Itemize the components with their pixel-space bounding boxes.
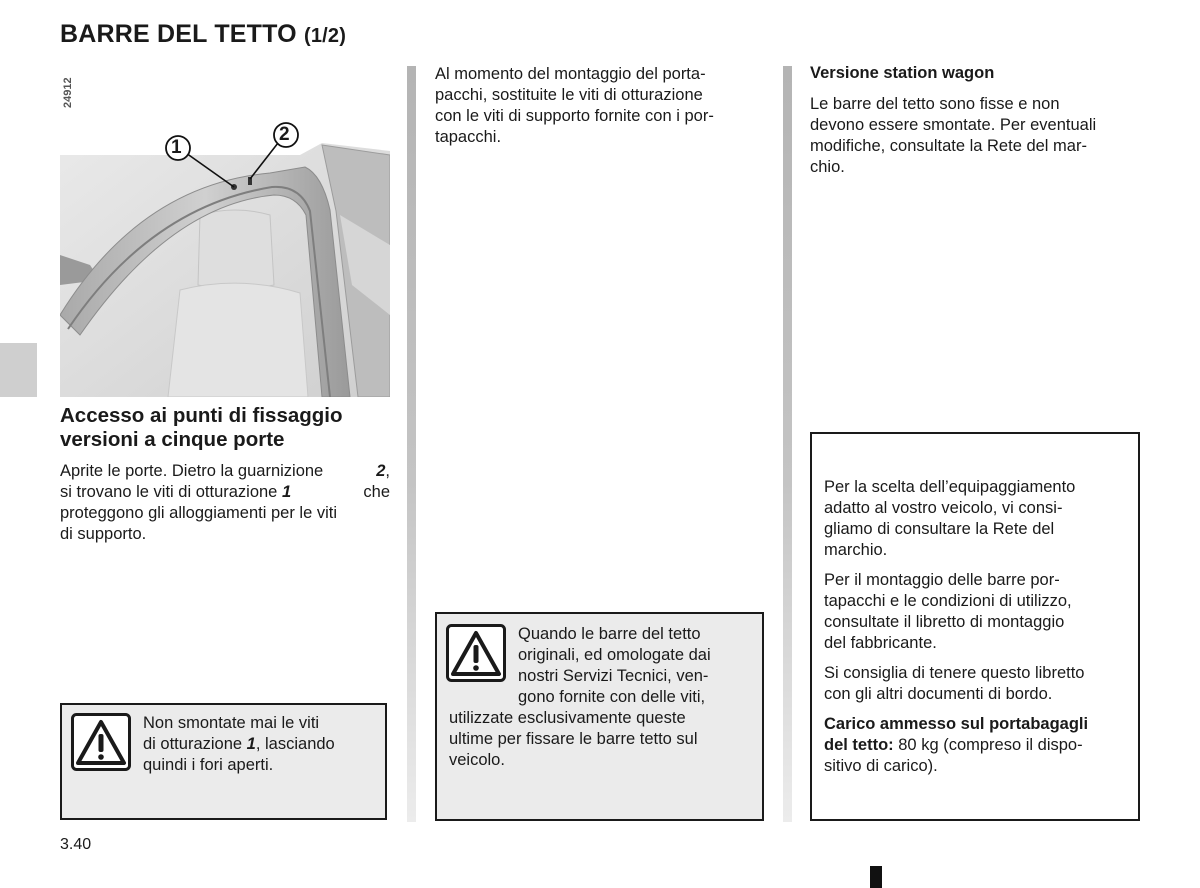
figure-code: 24912 [62, 77, 74, 108]
car-door-photo [60, 115, 390, 397]
warning-text-original-bars-top: Quando le barre del tetto originali, ed omologate dai nostri Servizi Tecnici, ven- gono fornite con delle viti, [518, 625, 711, 706]
info-paragraph-load: Carico ammesso sul portabagagli del tetto: 80 kg (compreso il dispo- sitivo di carico). [824, 715, 1089, 775]
mounting-paragraph: Al momento del montaggio del porta- pacchi, sostituite le viti di otturazione con le viti di supporto fornite con i por- tapacchi. [435, 65, 714, 146]
info-paragraph-3: Si consiglia di tenere questo libretto con gli altri documenti di bordo. [824, 664, 1085, 703]
column-divider-left [407, 66, 416, 822]
warning-text-original-bars-bottom: utilizzate esclusivamente queste ultime per fissare le barre tetto sul veicolo. [449, 709, 698, 769]
info-paragraph-2: Per il montaggio delle barre por- tapacchi e le condizioni di utilizzo, consultate il libretto di montaggio del fabbricante. [824, 571, 1072, 652]
page-title [60, 20, 346, 49]
column-divider-right [783, 66, 792, 822]
page-number: 3.40 [60, 836, 92, 853]
section-heading-five-door: Accesso ai punti di fissaggio versioni a cinque porte [60, 404, 343, 451]
station-wagon-heading: Versione station wagon [810, 64, 995, 82]
callout-1: 1 [171, 137, 182, 158]
warning-text-screws: Non smontate mai le viti di otturazione 1 , lasciando quindi i fori aperti. [143, 714, 335, 774]
callout-2: 2 [279, 124, 290, 145]
warning-triangle-icon [446, 624, 506, 682]
five-door-paragraph: Aprite le porte. Dietro la guarnizione 2, si trovano le viti di otturazione 1 che proteggono gli alloggiamenti per le viti di supporto. [60, 462, 390, 543]
chapter-tab [0, 343, 37, 397]
info-box-text [824, 477, 1126, 777]
station-wagon-paragraph: Le barre del tetto sono fisse e non devono essere smontate. Per eventuali modifiche, consultate la Rete del mar- chio. [810, 95, 1097, 176]
info-paragraph-1: Per la scelta dell’equipaggiamento adatto al vostro veicolo, vi consi- gliamo di consultare la Rete del marchio. [824, 478, 1076, 559]
page-title-text: BARRE DEL TETTO [60, 20, 297, 48]
warning-triangle-icon [71, 713, 131, 771]
page-title-part: (1/2) [303, 25, 347, 47]
page-edge-marker [870, 866, 882, 888]
